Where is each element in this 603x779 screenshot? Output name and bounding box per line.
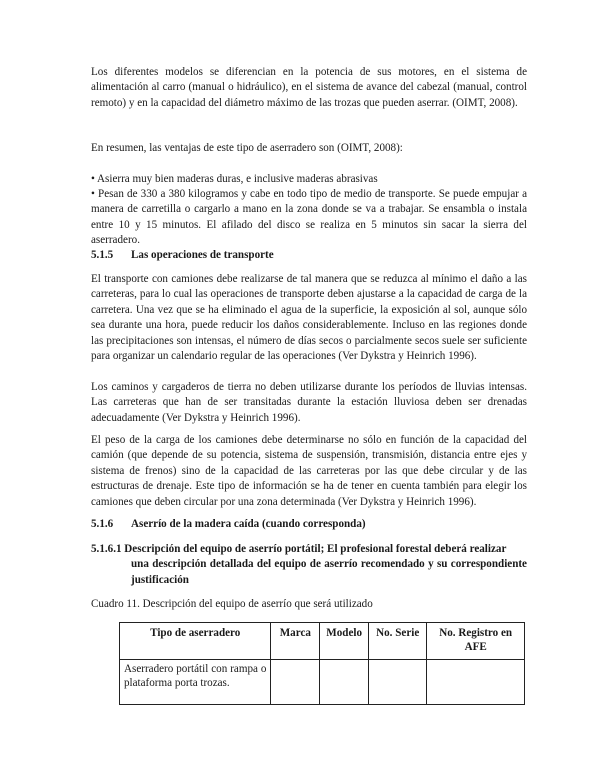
- table-caption: Cuadro 11. Descripción del equipo de aserrío que será utilizado: [91, 598, 373, 610]
- column-header-registry: No. Registro en AFE: [427, 623, 525, 660]
- section-number: 5.1.6: [91, 518, 114, 530]
- equipment-table: [119, 622, 525, 705]
- section-title-continued: una descripción detallada del equipo de aserrío recomendado y su correspondiente justificación: [131, 558, 527, 586]
- section-title: Descripción del equipo de aserrío portátil; El profesional forestal deberá realizar: [124, 543, 507, 555]
- paragraph-roads: Los caminos y cargaderos de tierra no deben utilizarse durante los períodos de lluvias intensas. Las carreteras que han de ser transitadas durante la estación lluviosa deben ser drenadas adecuadamente (Ver Dykstra y Heinrich 1996).: [91, 381, 527, 424]
- paragraph-load-weight: El peso de la carga de los camiones debe determinarse no sólo en función de la capacidad del camión (que depende de su potencia, sistema de suspensión, transmisión, distancia entre ejes y sistema de frenos) sino de la capacidad de las carreteras por las que debe circular y de las estructuras de drenaje. Este tipo de información se ha de tener en cuenta también para elegir los camiones que deben circular por una zona determinada (Ver Dykstra y Heinrich 1996).: [91, 434, 527, 508]
- paragraph-transport: El transporte con camiones debe realizarse de tal manera que se reduzca al mínimo el daño a las carreteras, para lo cual las operaciones de transporte deben ajustarse a la capacidad de carga de la carretera. Una vez que se ha eliminado el agua de la superficie, la exposición al sol, aunque sólo sea durante una hora, puede reducir los daños considerablemente. Incluso en las regiones donde las precipitaciones son intensas, el número de días secos o parcialmente secos suele ser suficiente para organizar un calendario regular de las operaciones (Ver Dykstra y Heinrich 1996).: [91, 273, 527, 363]
- table-row: [120, 660, 525, 705]
- section-heading-5-1-5: [91, 249, 274, 261]
- column-header-brand: Marca: [271, 623, 320, 660]
- column-header-model: Modelo: [320, 623, 369, 660]
- table-cell-model: [320, 660, 369, 705]
- column-header-type: Tipo de aserradero: [120, 623, 271, 660]
- section-heading-5-1-6: [91, 518, 366, 530]
- table-cell-serial: [369, 660, 427, 705]
- section-title: Las operaciones de transporte: [131, 249, 274, 261]
- section-number: 5.1.5: [91, 249, 114, 261]
- paragraph-models: Los diferentes modelos se diferencian en la potencia de sus motores, en el sistema de alimentación al carro (manual o hidráulico), en el sistema de avance del cabezal (manual, control remoto) y en la capacidad del diámetro máximo de las trozas que pueden aserrar. (OIMT, 2008).: [91, 66, 527, 109]
- section-title: Aserrío de la madera caída (cuando corresponda): [131, 518, 366, 530]
- column-header-serial: No. Serie: [369, 623, 427, 660]
- bullet-item: • Pesan de 330 a 380 kilogramos y cabe en todo tipo de medio de transporte. Se puede empujar a manera de carretilla o cargarlo a mano en la zona donde se va a trabajar. Se ensambla o instala entre 10 y 15 minutos. El afilado del disco se realiza en 5 minutos sin sacar la sierra del aserradero.: [91, 188, 527, 247]
- table-cell-registry: [427, 660, 525, 705]
- section-number: 5.1.6.1: [91, 543, 122, 555]
- bullet-item: • Asierra muy bien maderas duras, e inclusive maderas abrasivas: [91, 173, 378, 185]
- table-header-row: [120, 623, 525, 660]
- table-cell-type: Aserradero portátil con rampa o plataforma porta trozas.: [120, 660, 271, 705]
- section-heading-5-1-6-1: [91, 542, 527, 588]
- paragraph-advantages-intro: En resumen, las ventajas de este tipo de aserradero son (OIMT, 2008):: [91, 142, 403, 154]
- table-cell-brand: [271, 660, 320, 705]
